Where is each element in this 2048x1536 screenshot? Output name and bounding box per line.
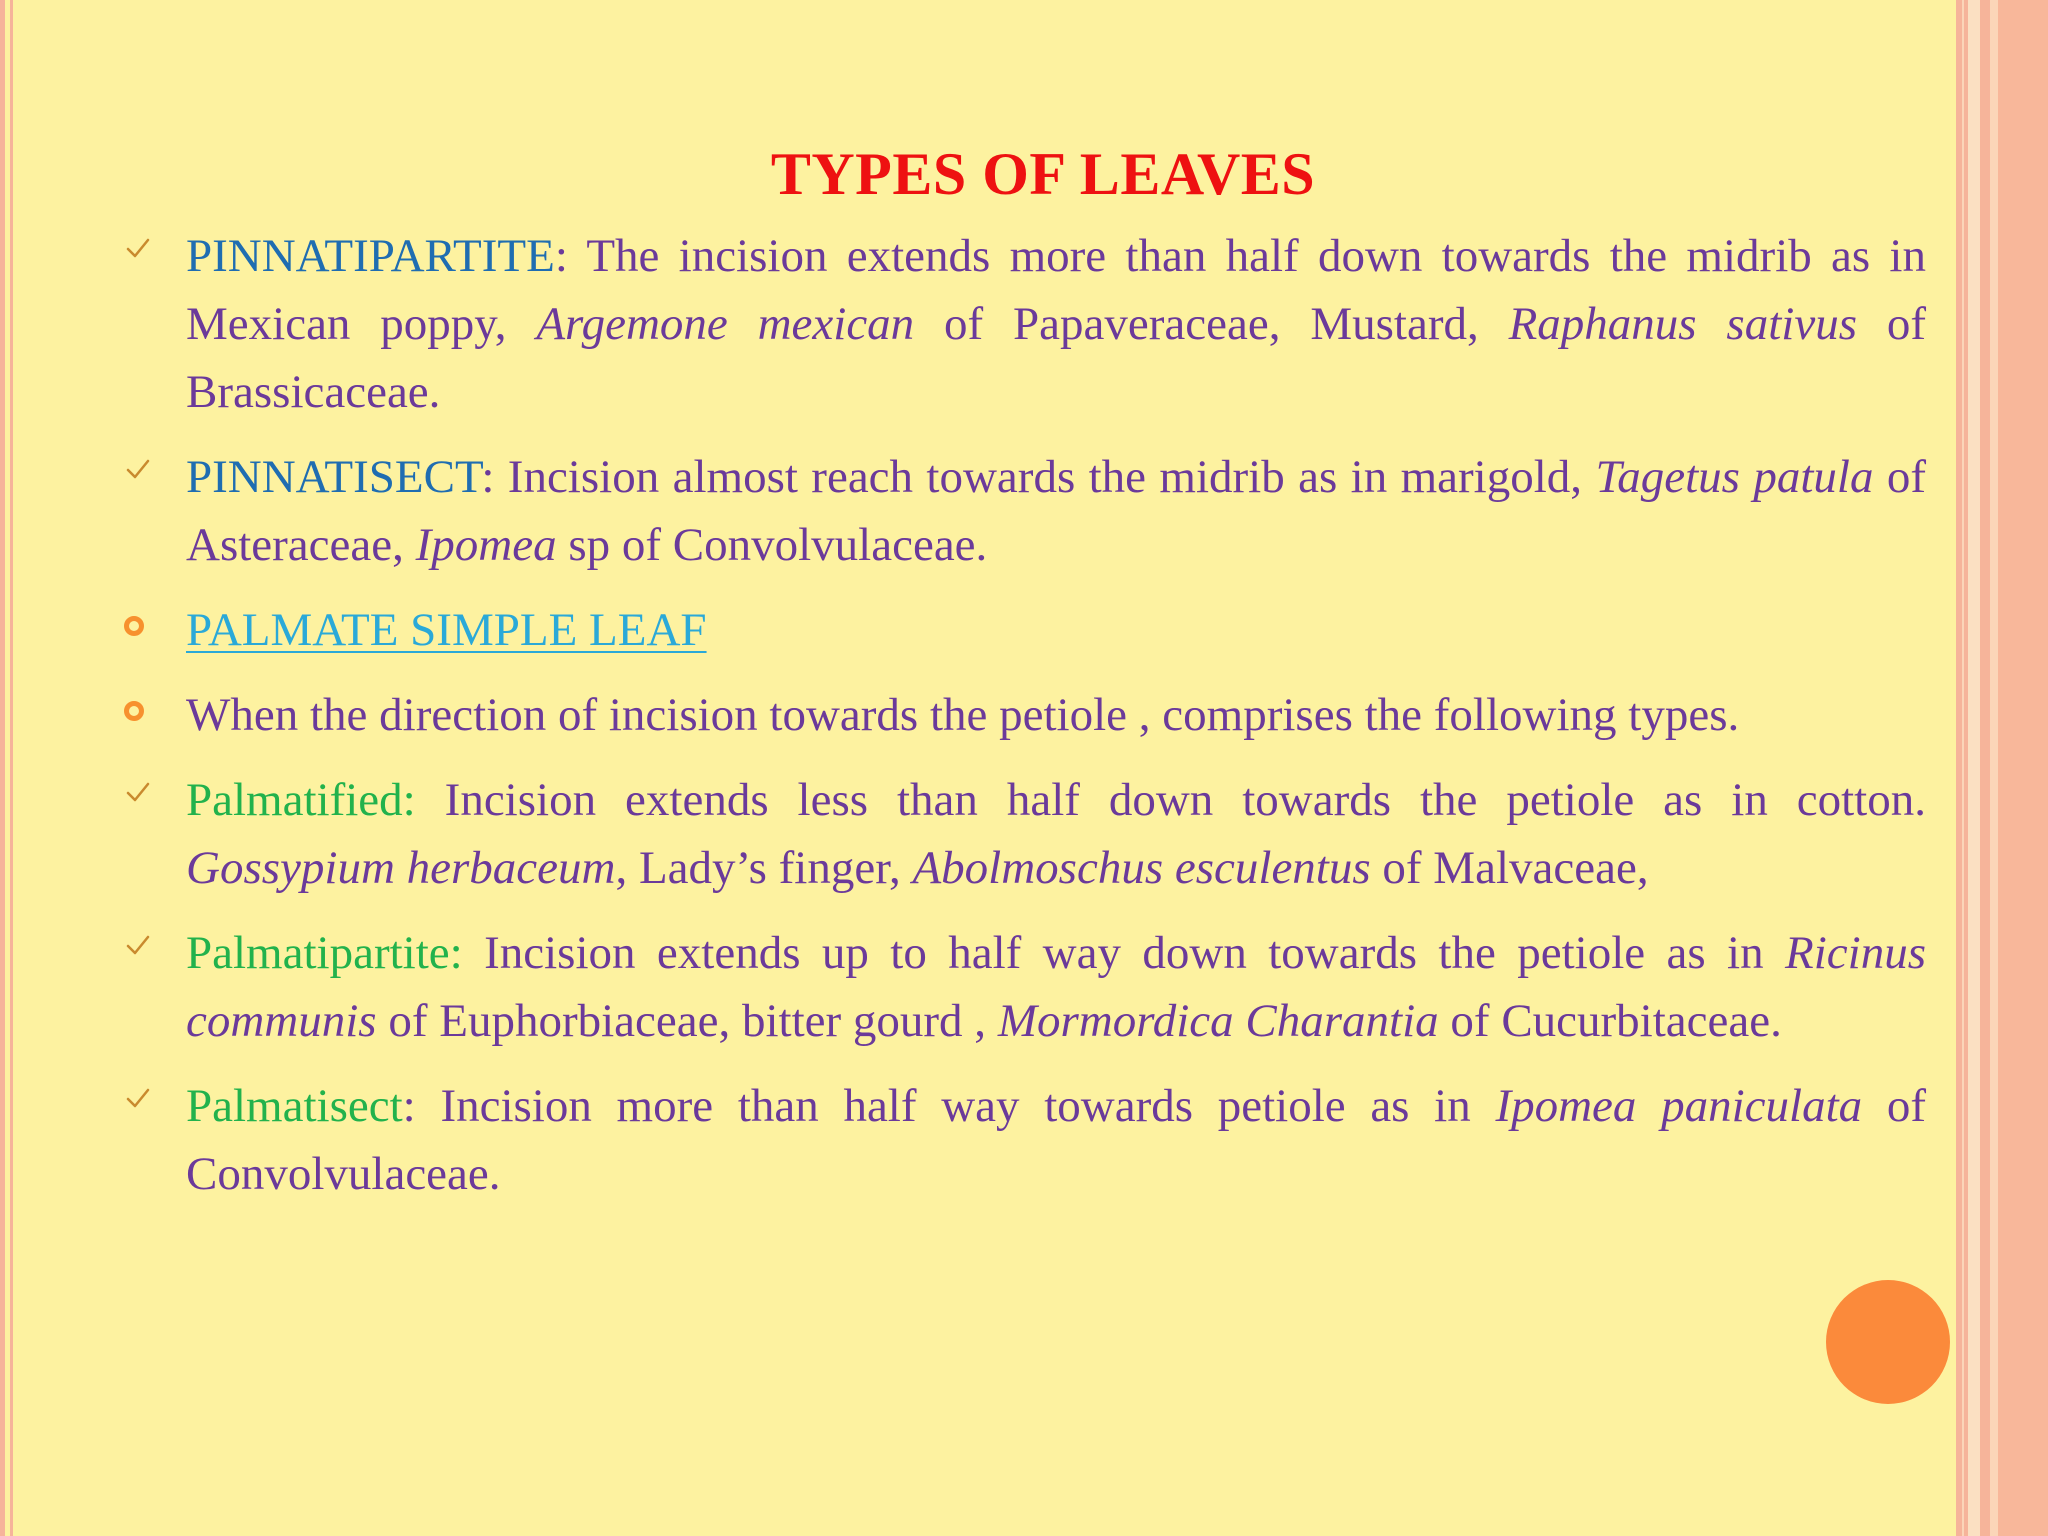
item-text: , Lady’s finger, xyxy=(615,842,913,894)
list-item-palmatified xyxy=(120,766,1926,902)
item-text: of Cucurbitaceae. xyxy=(1438,995,1782,1047)
item-text: of Malvaceae, xyxy=(1370,842,1649,894)
check-icon xyxy=(120,925,160,965)
ring-bullet-icon xyxy=(124,701,144,721)
item-text: of Papaveraceae, Mustard, xyxy=(914,298,1509,350)
check-icon xyxy=(120,1078,160,1118)
item-text: Incision more than half way towards petiole as in xyxy=(440,1080,1496,1132)
term-separator: : xyxy=(481,451,508,503)
decorative-orange-circle xyxy=(1826,1280,1950,1404)
list-item-palmatipartite xyxy=(120,919,1926,1055)
right-border-stripe xyxy=(1980,0,1990,1536)
item-text: When the direction of incision towards the petiole , comprises the following types. xyxy=(186,689,1740,741)
slide-title: TYPES OF LEAVES xyxy=(770,141,1316,207)
term-label: Palmatified: xyxy=(186,774,416,826)
term-label: Palmatipartite: xyxy=(186,927,463,979)
species-name: Gossypium herbaceum xyxy=(186,842,616,894)
right-border-stripe xyxy=(1968,0,1980,1536)
term-label: PINNATISECT xyxy=(186,451,482,503)
species-name: Raphanus sativus xyxy=(1508,298,1857,350)
item-text: Incision extends less than half down towards the petiole as in cotton. xyxy=(415,774,1926,826)
left-border-line xyxy=(0,0,5,1536)
species-name: Mormordica Charantia xyxy=(997,995,1439,1047)
species-name: Ricinus communis xyxy=(186,927,1926,1047)
bullet-list xyxy=(120,222,1926,1225)
item-text: of Convolvulaceae. xyxy=(186,1080,1926,1200)
species-name: Argemone mexican xyxy=(536,298,915,350)
check-icon xyxy=(120,228,160,268)
ring-bullet-icon xyxy=(124,616,144,636)
palmate-simple-leaf-link[interactable]: PALMATE SIMPLE LEAF xyxy=(186,604,707,656)
list-item-palmate-heading xyxy=(120,596,1926,664)
item-text: of Euphorbiaceae, bitter gourd , xyxy=(376,995,998,1047)
species-name: Ipomea xyxy=(415,519,557,571)
term-label: PINNATIPARTITE xyxy=(186,230,555,282)
list-item-pinnatipartite xyxy=(120,222,1926,426)
item-text: of Asteraceae, xyxy=(186,451,1927,571)
right-border-stripe xyxy=(1998,0,2048,1536)
term-label: Palmatisect xyxy=(186,1080,403,1132)
term-separator: : xyxy=(402,1080,441,1132)
check-icon xyxy=(120,449,160,489)
item-text: Incision extends up to half way down towards the petiole as in xyxy=(462,927,1786,979)
item-text: sp of Convolvulaceae. xyxy=(556,519,988,571)
species-name: Tagetus patula xyxy=(1595,451,1874,503)
item-text: Incision almost reach towards the midrib as in marigold, xyxy=(507,451,1596,503)
item-text: of Brassicaceae. xyxy=(186,298,1927,418)
term-separator: : xyxy=(554,230,587,282)
right-border-stripe xyxy=(1990,0,1998,1536)
left-border-line-inner xyxy=(10,0,13,1536)
item-text: The incision extends more than half down towards the midrib as in Mexican poppy, xyxy=(186,230,1926,350)
species-name: Ipomea paniculata xyxy=(1495,1080,1863,1132)
species-name: Abolmoschus esculentus xyxy=(912,842,1371,894)
check-icon xyxy=(120,772,160,812)
list-item-description xyxy=(120,681,1926,749)
list-item-palmatisect xyxy=(120,1072,1926,1208)
list-item-pinnatisect xyxy=(120,443,1926,579)
